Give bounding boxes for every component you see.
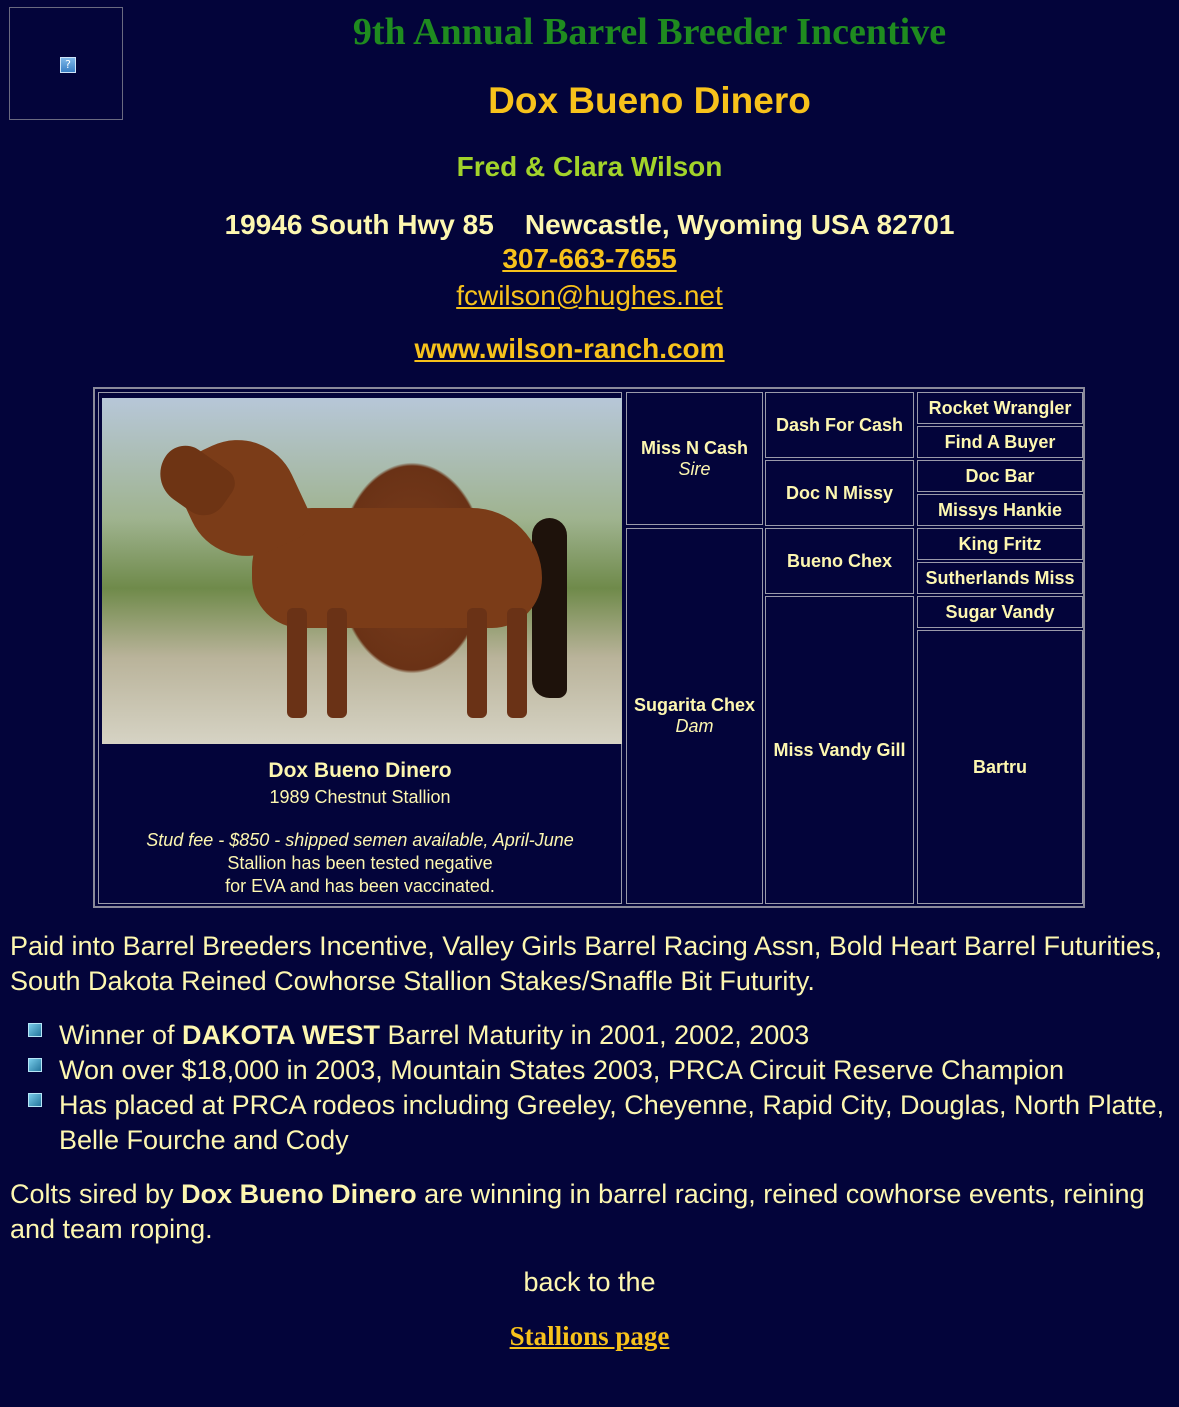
dam-label: Dam (675, 716, 714, 736)
bullet-icon (28, 1058, 42, 1072)
back-text: back to the (523, 1267, 656, 1297)
colts-paragraph: Colts sired by Dox Bueno Dinero are winning in barrel racing, reined cowhorse events, reining and team roping. (10, 1179, 1145, 1244)
caption-horse-name: Dox Bueno Dinero (268, 759, 452, 782)
horse-leg (467, 608, 487, 718)
achievements-list (28, 1018, 1168, 1158)
health-line-2: for EVA and has been vaccinated. (225, 876, 495, 896)
great-grandparent-cell: Sutherlands Miss (917, 562, 1083, 594)
great-grandparent-cell: Missys Hankie (917, 494, 1083, 526)
dakota-west-bold: DAKOTA WEST (182, 1020, 381, 1050)
caption-description: 1989 Chestnut Stallion (269, 787, 451, 807)
great-grandparent-cell: Rocket Wrangler (917, 392, 1083, 424)
list-item: Winner of DAKOTA WEST Barrel Maturity in 2001, 2002, 2003 (28, 1018, 1168, 1053)
stud-fee: Stud fee - $850 - shipped semen available, April-June (146, 830, 574, 850)
list-item: Has placed at PRCA rodeos including Greeley, Cheyenne, Rapid City, Douglas, North Platte, Belle Fourche and Cody (28, 1088, 1168, 1158)
pedigree-table (93, 387, 1085, 908)
bullet-icon (28, 1023, 42, 1037)
great-grandparent-cell: Bartru (917, 630, 1083, 904)
website-link[interactable]: www.wilson-ranch.com (414, 333, 725, 364)
sire-name: Miss N Cash (640, 437, 749, 458)
grandparent-cell: Dash For Cash (765, 392, 914, 458)
photo-cell (98, 392, 622, 904)
horse-leg (507, 608, 527, 718)
great-grandparent-cell: Sugar Vandy (917, 596, 1083, 628)
great-grandparent-cell: King Fritz (917, 528, 1083, 560)
dam-name: Sugarita Chex (633, 695, 756, 715)
address: 19946 South Hwy 85 Newcastle, Wyoming USA 82701 (224, 209, 955, 240)
health-line-1: Stallion has been tested negative (227, 853, 493, 873)
owners-name: Fred & Clara Wilson (456, 151, 723, 182)
paid-into-paragraph: Paid into Barrel Breeders Incentive, Valley Girls Barrel Racing Assn, Bold Heart Barrel Futurities, South Dakota Reined Cowhorse Stallion Stakes/Snaffle Bit Futurity. (10, 931, 1162, 996)
list-item: Won over $18,000 in 2003, Mountain States 2003, PRCA Circuit Reserve Champion (28, 1053, 1168, 1088)
phone-link[interactable]: 307-663-7655 (502, 243, 677, 274)
horse-leg (327, 608, 347, 718)
email-link[interactable]: fcwilson@hughes.net (456, 280, 723, 311)
horse-leg (287, 608, 307, 718)
horse-photo (102, 398, 622, 744)
colts-horse-name: Dox Bueno Dinero (181, 1179, 417, 1209)
horse-tail-shape (532, 518, 567, 698)
sire-cell (626, 392, 763, 525)
grandparent-cell: Miss Vandy Gill (765, 596, 914, 904)
grandparent-cell: Doc N Missy (765, 460, 914, 526)
grandparent-cell: Bueno Chex (765, 528, 914, 594)
dam-cell (626, 528, 763, 904)
photo-caption (99, 759, 621, 897)
event-title: 9th Annual Barrel Breeder Incentive (352, 11, 947, 53)
stallions-page-link[interactable]: Stallions page (509, 1321, 670, 1351)
sire-label: Sire (678, 458, 711, 479)
great-grandparent-cell: Find A Buyer (917, 426, 1083, 458)
broken-image-icon: ? (60, 57, 76, 73)
great-grandparent-cell: Doc Bar (917, 460, 1083, 492)
horse-name-heading: Dox Bueno Dinero (488, 80, 811, 121)
bullet-icon (28, 1093, 42, 1107)
